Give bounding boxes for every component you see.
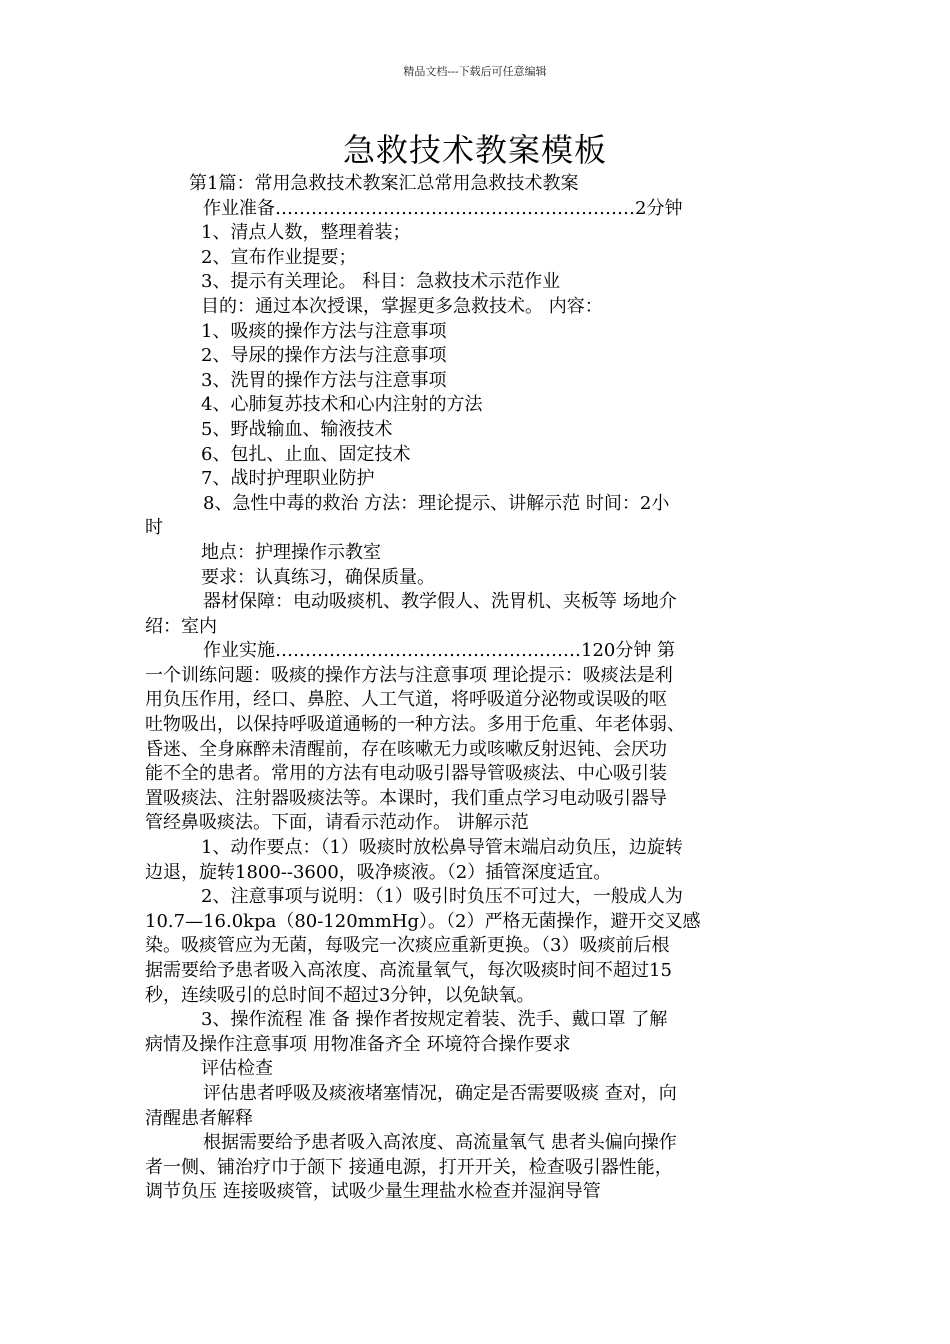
paragraph-line: 病情及操作注意事项 用物准备齐全 环境符合操作要求: [145, 1033, 571, 1055]
paragraph-line: 边退，旋转1800--3600，吸净痰液。（2）插管深度适宜。: [145, 861, 612, 883]
paragraph-line: 一个训练问题：吸痰的操作方法与注意事项 理论提示：吸痰法是利: [145, 664, 673, 686]
paragraph-line: 用负压作用，经口、鼻腔、人工气道，将呼吸道分泌物或误吸的呕: [145, 689, 667, 711]
paragraph-line: 3、操作流程 准 备 操作者按规定着装、洗手、戴口罩 了解: [201, 1009, 668, 1031]
paragraph-line: 器材保障：电动吸痰机、教学假人、洗胃机、夹板等 场地介: [203, 591, 677, 613]
paragraph-line: 地点：护理操作示教室: [201, 541, 381, 563]
paragraph-line: 置吸痰法、注射器吸痰法等。本课时，我们重点学习电动吸引器导: [145, 787, 667, 809]
list-item: 8、急性中毒的救治 方法：理论提示、讲解示范 时间：2小: [203, 492, 670, 514]
paragraph-line: 绍：室内: [145, 615, 217, 637]
paragraph-line: 评估患者呼吸及痰液堵塞情况，确定是否需要吸痰 查对，向: [203, 1082, 677, 1104]
paragraph-line: 根据需要给予患者吸入高浓度、高流量氧气 患者头偏向操作: [203, 1132, 677, 1154]
paragraph-line: 昏迷、全身麻醉未清醒前，存在咳嗽无力或咳嗽反射迟钝、会厌功: [145, 738, 667, 760]
section-heading: 第1篇：常用急救技术教案汇总常用急救技术教案: [189, 173, 579, 194]
list-item: 3、洗胃的操作方法与注意事项: [201, 369, 447, 391]
paragraph-line: 据需要给予患者吸入高浓度、高流量氧气，每次吸痰时间不超过15: [145, 960, 672, 981]
paragraph-line: 染。吸痰管应为无菌，每吸完一次痰应重新更换。（3）吸痰前后根: [145, 935, 670, 957]
paragraph-line: 时: [145, 517, 163, 539]
paragraph-line: 评估检查: [201, 1058, 273, 1080]
paragraph-line: 目的：通过本次授课，掌握更多急救技术。 内容：: [201, 295, 603, 317]
paragraph-line: 作业准备……………………………………………………2分钟: [203, 197, 683, 219]
list-item: 1、吸痰的操作方法与注意事项: [201, 320, 447, 342]
list-item: 7、战时护理职业防护: [201, 468, 375, 490]
list-item: 2、宣布作业提要；: [201, 246, 357, 268]
paragraph-line: 管经鼻吸痰法。下面，请看示范动作。 讲解示范: [145, 812, 529, 834]
paragraph-line: 2、注意事项与说明：（1）吸引时负压不可过大，一般成人为: [201, 886, 683, 908]
paragraph-line: 者一侧、铺治疗巾于颌下 接通电源，打开开关，检查吸引器性能，: [145, 1156, 673, 1178]
paragraph-line: 秒，连续吸引的总时间不超过3分钟，以免缺氧。: [145, 984, 535, 1006]
list-item: 3、提示有关理论。 科目：急救技术示范作业: [201, 271, 561, 293]
paragraph-line: 要求：认真练习，确保质量。: [201, 566, 435, 588]
document-body: [145, 172, 805, 1205]
paragraph-line: 能不全的患者。常用的方法有电动吸引器导管吸痰法、中心吸引装: [145, 763, 667, 785]
list-item: 4、心肺复苏技术和心内注射的方法: [201, 394, 483, 416]
paragraph-line: 1、动作要点：（1）吸痰时放松鼻导管末端启动负压，边旋转: [201, 837, 683, 859]
document-title: 急救技术教案模板: [342, 131, 607, 169]
header-note: 精品文档---下载后可任意编辑: [403, 65, 547, 78]
list-item: 1、清点人数，整理着装；: [201, 222, 411, 244]
paragraph-line: 作业实施……………………………………………120分钟 第: [203, 640, 676, 662]
paragraph-line: 吐物吸出，以保持呼吸道通畅的一种方法。多用于危重、年老体弱、: [145, 714, 685, 736]
list-item: 6、包扎、止血、固定技术: [201, 443, 411, 465]
paragraph-line: 调节负压 连接吸痰管，试吸少量生理盐水检查并湿润导管: [145, 1181, 601, 1203]
paragraph-line: 清醒患者解释: [145, 1107, 253, 1129]
list-item: 2、导尿的操作方法与注意事项: [201, 345, 447, 367]
paragraph-line: 10.7—16.0kpa（80-120mmHg）。（2）严格无菌操作，避开交叉感: [145, 910, 701, 932]
list-item: 5、野战输血、输液技术: [201, 418, 393, 440]
